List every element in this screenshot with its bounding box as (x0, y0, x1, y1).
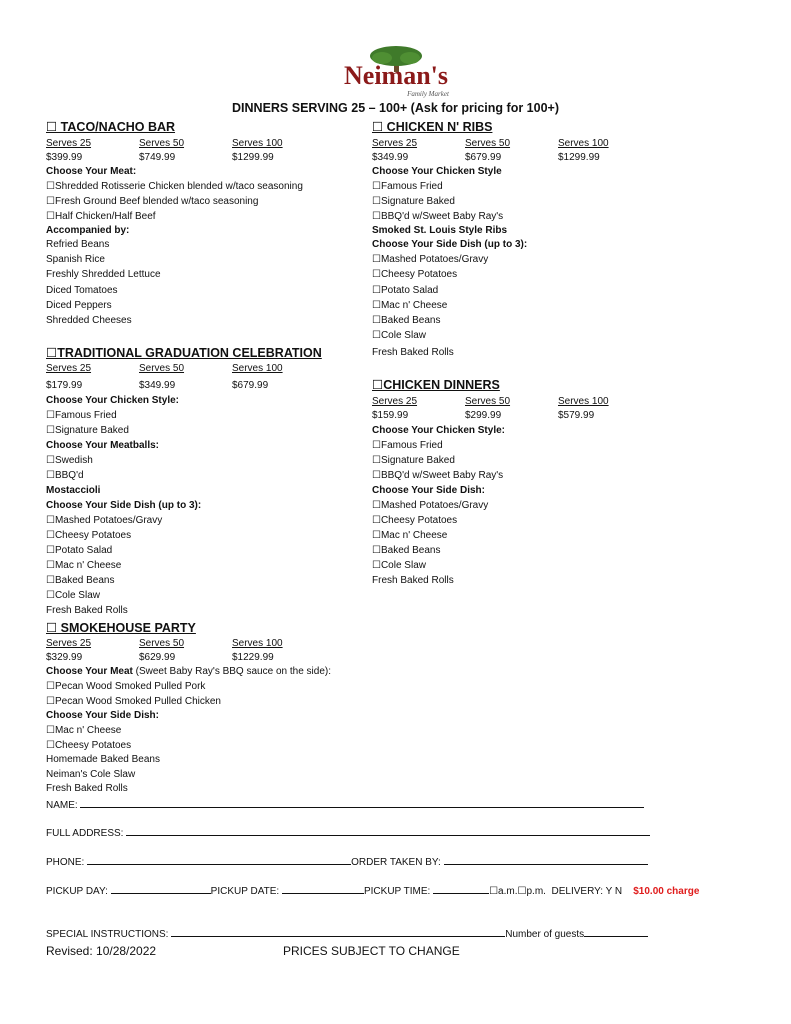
side-option[interactable]: ☐Mac n' Cheese (372, 300, 448, 311)
chicken-option[interactable]: ☐Signature Baked (372, 196, 455, 207)
meatball-option[interactable]: ☐BBQ'd (46, 470, 84, 481)
price-disclaimer: PRICES SUBJECT TO CHANGE (283, 944, 460, 958)
meatball-option[interactable]: ☐Swedish (46, 455, 93, 466)
side-option[interactable]: ☐Potato Salad (372, 285, 439, 296)
side-option[interactable]: ☐Cole Slaw (372, 330, 426, 341)
guests-field[interactable] (584, 926, 648, 937)
neimans-logo (310, 44, 482, 102)
pm-checkbox[interactable]: ☐p.m. (517, 886, 546, 897)
side-option[interactable]: ☐Mashed Potatoes/Gravy (46, 515, 163, 526)
accompaniment: Spanish Rice (46, 254, 105, 265)
price: $179.99 (46, 380, 83, 391)
price: $329.99 (46, 652, 83, 663)
address-label: FULL ADDRESS: (46, 828, 124, 839)
chicken-style-label: Choose Your Chicken Style: (46, 395, 179, 406)
meat-option[interactable]: ☐Pecan Wood Smoked Pulled Chicken (46, 696, 221, 707)
price: $679.99 (465, 152, 502, 163)
side-option[interactable]: ☐Mac n' Cheese (46, 725, 122, 736)
order-taken-field[interactable] (444, 854, 648, 865)
size-label: Serves 50 (139, 138, 185, 149)
price: $1229.99 (232, 652, 274, 663)
accompaniment: Diced Tomatoes (46, 285, 118, 296)
size-label: Serves 100 (232, 363, 283, 374)
chicken-dinners-heading[interactable]: ☐CHICKEN DINNERS (372, 378, 500, 392)
price: $629.99 (139, 652, 176, 663)
price: $349.99 (372, 152, 409, 163)
side-option[interactable]: ☐Cole Slaw (372, 560, 426, 571)
size-label: Serves 100 (558, 138, 609, 149)
address-row (46, 825, 650, 841)
size-label: Serves 25 (46, 638, 92, 649)
side-dish-label: Choose Your Side Dish (up to 3): (372, 239, 528, 250)
side-dish-label: Choose Your Side Dish (up to 3): (46, 500, 202, 511)
extra-item: Homemade Baked Beans (46, 754, 160, 765)
pickup-day-field[interactable] (111, 883, 211, 894)
meat-option[interactable]: ☐Pecan Wood Smoked Pulled Pork (46, 681, 206, 692)
side-option[interactable]: ☐Cheesy Potatoes (46, 740, 132, 751)
special-instructions-field[interactable] (171, 926, 505, 937)
side-option[interactable]: ☐Cole Slaw (46, 590, 100, 601)
meatball-label: Choose Your Meatballs: (46, 440, 159, 451)
am-checkbox[interactable]: ☐a.m. (489, 886, 518, 897)
side-option[interactable]: ☐Cheesy Potatoes (46, 530, 132, 541)
side-option[interactable]: ☐Mashed Potatoes/Gravy (372, 254, 489, 265)
size-label: Serves 25 (372, 138, 418, 149)
delivery-option[interactable]: DELIVERY: Y N (551, 886, 623, 897)
meat-label: Choose Your Meat: (46, 166, 137, 177)
phone-field[interactable] (87, 854, 351, 865)
extra-item: Neiman's Cole Slaw (46, 769, 136, 780)
meat-option[interactable]: ☐Shredded Rotisserie Chicken blended w/taco seasoning (46, 181, 303, 192)
side-option[interactable]: ☐Baked Beans (372, 315, 441, 326)
rolls-text: Fresh Baked Rolls (372, 575, 454, 586)
price: $679.99 (232, 380, 269, 391)
price: $159.99 (372, 410, 409, 421)
side-option[interactable]: ☐Potato Salad (46, 545, 113, 556)
chicken-option[interactable]: ☐Signature Baked (372, 455, 455, 466)
pasta-label: Mostaccioli (46, 485, 101, 496)
pickup-row (46, 883, 699, 899)
side-option[interactable]: ☐Baked Beans (372, 545, 441, 556)
logo-wordmark: Neiman's (344, 61, 448, 90)
price: $299.99 (465, 410, 502, 421)
accompanied-label: Accompanied by: (46, 225, 130, 236)
rolls-text: Fresh Baked Rolls (46, 605, 128, 616)
price: $749.99 (139, 152, 176, 163)
ribs-heading[interactable]: ☐ CHICKEN N' RIBS (372, 120, 493, 134)
logo-tagline: Family Market (407, 90, 449, 98)
revised-date: Revised: 10/28/2022 (46, 944, 157, 958)
meat-note: (Sweet Baby Ray's BBQ sauce on the side): (132, 666, 331, 677)
size-label: Serves 100 (232, 138, 283, 149)
size-label: Serves 25 (372, 396, 418, 407)
chicken-option[interactable]: ☐BBQ'd w/Sweet Baby Ray's (372, 211, 504, 222)
special-row (46, 926, 648, 942)
special-instructions-label: SPECIAL INSTRUCTIONS: (46, 929, 169, 940)
tree-logo-icon (310, 44, 482, 102)
size-label: Serves 100 (558, 396, 609, 407)
price: $1299.99 (558, 152, 600, 163)
chicken-option[interactable]: ☐Famous Fried (372, 440, 443, 451)
meat-option[interactable]: ☐Half Chicken/Half Beef (46, 211, 156, 222)
accompaniment: Diced Peppers (46, 300, 112, 311)
size-label: Serves 100 (232, 638, 283, 649)
price: $579.99 (558, 410, 595, 421)
size-label: Serves 25 (46, 363, 92, 374)
side-option[interactable]: ☐Baked Beans (46, 575, 115, 586)
side-dish-label: Choose Your Side Dish: (372, 485, 485, 496)
side-option[interactable]: ☐Mac n' Cheese (46, 560, 122, 571)
chicken-style-label: Choose Your Chicken Style: (372, 425, 505, 436)
graduation-heading[interactable]: ☐TRADITIONAL GRADUATION CELEBRATION (46, 346, 322, 360)
size-label: Serves 50 (139, 363, 185, 374)
price: $399.99 (46, 152, 83, 163)
guests-label: Number of guests (505, 929, 585, 940)
page-title: DINNERS SERVING 25 – 100+ (Ask for pricing for 100+) (232, 101, 559, 115)
accompaniment: Freshly Shredded Lettuce (46, 269, 161, 280)
rolls-text: Fresh Baked Rolls (372, 347, 454, 358)
name-label: NAME: (46, 800, 78, 811)
size-label: Serves 50 (465, 396, 511, 407)
price: $349.99 (139, 380, 176, 391)
price: $1299.99 (232, 152, 274, 163)
side-option[interactable]: ☐Mac n' Cheese (372, 530, 448, 541)
pickup-day-label: PICKUP DAY: (46, 886, 108, 897)
side-option[interactable]: ☐Mashed Potatoes/Gravy (372, 500, 489, 511)
chicken-option[interactable]: ☐Famous Fried (46, 410, 117, 421)
smoke-meat-line (46, 665, 331, 679)
meat-option[interactable]: ☐Fresh Ground Beef blended w/taco seasoning (46, 196, 259, 207)
accompaniment: Refried Beans (46, 239, 110, 250)
pickup-time-field[interactable] (433, 883, 489, 894)
chicken-option[interactable]: ☐BBQ'd w/Sweet Baby Ray's (372, 470, 504, 481)
size-label: Serves 50 (465, 138, 511, 149)
chicken-option[interactable]: ☐Signature Baked (46, 425, 129, 436)
phone-label: PHONE: (46, 857, 85, 868)
order-taken-label: ORDER TAKEN BY: (351, 857, 441, 868)
side-dish-label: Choose Your Side Dish: (46, 710, 159, 721)
name-row (46, 797, 644, 813)
size-label: Serves 25 (46, 138, 92, 149)
chicken-option[interactable]: ☐Famous Fried (372, 181, 443, 192)
smokehouse-heading[interactable]: ☐ SMOKEHOUSE PARTY (46, 621, 196, 635)
side-option[interactable]: ☐Cheesy Potatoes (372, 269, 458, 280)
pickup-date-field[interactable] (282, 883, 364, 894)
pickup-date-label: PICKUP DATE: (210, 886, 280, 897)
ribs-label: Smoked St. Louis Style Ribs (372, 225, 508, 236)
address-field[interactable] (126, 825, 650, 836)
phone-row (46, 854, 648, 870)
delivery-charge: $10.00 charge (633, 886, 700, 897)
extra-item: Fresh Baked Rolls (46, 783, 128, 794)
chicken-style-label: Choose Your Chicken Style (372, 166, 502, 177)
size-label: Serves 50 (139, 638, 185, 649)
name-field[interactable] (80, 797, 644, 808)
side-option[interactable]: ☐Cheesy Potatoes (372, 515, 458, 526)
accompaniment: Shredded Cheeses (46, 315, 132, 326)
pickup-time-label: PICKUP TIME: (363, 886, 431, 897)
taco-heading[interactable]: ☐ TACO/NACHO BAR (46, 120, 176, 134)
meat-label: Choose Your Meat (46, 666, 133, 677)
